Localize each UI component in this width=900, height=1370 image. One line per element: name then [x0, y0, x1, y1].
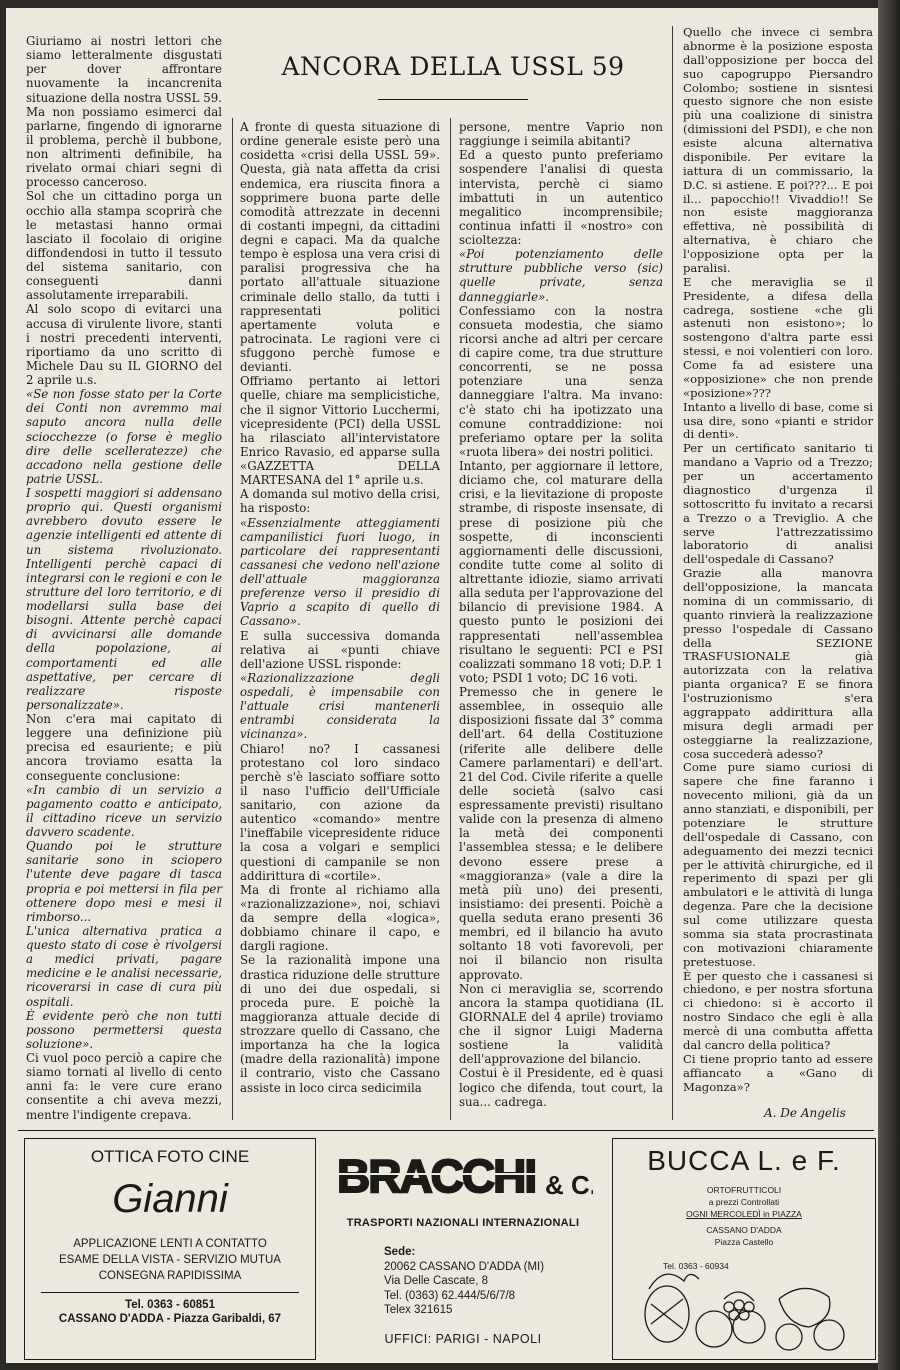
author-signature: A. De Angelis — [764, 1106, 846, 1120]
article-paragraph: Sol che un cittadino porga un occhio alla stampa scoprirà che le metastasi hanno ormai lasciato il focolaio di origine diffondendosi in tutto il tessuto del sistema sanitario, con conseguenti danni assolutamente irreparabili. — [26, 189, 222, 303]
article-paragraph: Intanto a livello di base, come si usa dire, sono «pianti e stridor di denti». — [683, 399, 873, 442]
article-paragraph: «In cambio di un servizio a pagamento coatto e anticipato, il cittadino riceve un servizio davvero scadente. — [26, 782, 222, 839]
article-paragraph: «Razionalizzazione degli ospedali, è impensabile con l'attuale crisi mantenerli entrambi considerata la vicinanza». — [240, 670, 440, 742]
article-paragraph: Intanto, per aggiornare il lettore, diciamo che, col maturare della crisi, e la lievitazione di proposte strambe, di risposte insensate, di prese di posizione più che sospette, di inconscienti aggiornamenti delle discussioni, condite tutte come al solito di altrettante idiozie, siamo arrivati alla seduta per l'approvazione del bilancio di previsione 1984. A questo punto le posizioni dei rappresentati nell'assemblea risultano le seguenti: PCI e PSI coalizzati sommano 18 voti; D.P. 1 voto; PSDI 1 voto; DC 16 voti. — [459, 459, 663, 685]
ad-ottica-line2: ESAME DELLA VISTA - SERVIZIO MUTUA — [59, 1254, 281, 1266]
ad-bracchi — [324, 1138, 602, 1358]
ad-bucca — [612, 1138, 876, 1360]
ad-bucca-line2: a prezzi Controllati — [708, 1197, 780, 1207]
article-paragraph: «Se non fosse stato per la Corte dei Conti non avremmo mai saputo ancora nulla delle sciocchezze (o forse è meglio dire delle scelleratezze) che accadono nella gestione delle patrie USSL. — [26, 387, 222, 486]
ad-bracchi-addr3: Tel. (0363) 62.444/5/6/7/8 — [384, 1289, 516, 1302]
ad-bracchi-addr4: Telex 321615 — [384, 1304, 453, 1316]
article-paragraph: Per un certificato sanitario ti mandano a Vaprio od a Trezzo; per un accertamento diagnostico d'urgenza il sottoscritto fu invitato a recarsi a Trezzo o a Treviglio. A che serve l'attrezzatissimo laboratorio di analisi dell'ospedale di Cassano? — [683, 441, 873, 567]
article-paragraph: Chiaro! no? I cassanesi protestano col loro sindaco perchè s'è lasciato soffiare sotto il naso l'ufficio dell'Ufficiale sanitario, con azione da autentico «comando» mentre l'ineffabile vicepresidente riduce la cosa a volgari e semplici questioni di campanile se non addirittura di «cortile». — [240, 741, 440, 883]
ad-ottica-name: Gianni — [112, 1177, 228, 1221]
newspaper-page — [6, 8, 878, 1363]
article-paragraph: E che meraviglia se il Presidente, a difesa della cadrega, sostiene «che gli astenuti non esistono»; lo sostengono d'altra parte essi stessi, e noi volentieri con loro. Come fa ad esistere una «opposizione» che non prende «posizione»??? — [683, 274, 873, 400]
fruit-basket-illustration — [629, 1259, 859, 1354]
article-paragraph: Quello che invece ci sembra abnorme è la posizione esposta dall'opposizione per bocca del suo capogruppo Piersandro Colombo; sostiene in sisntesi questo signore che non esiste più una coalizione di sinistra (dimissioni del PSDI), e che non esiste alcuna alternativa disponibile. Per evitare la iattura di un commissario, la D.C. si astiene. E poi???... E poi il... papocchio!! Vivaddio!! Se non esiste maggioranza effettiva, nè possibilità di alternativa, è chiaro che l'opposizione opta per la paralisi. — [683, 25, 873, 275]
headline-rule — [378, 99, 528, 100]
article-paragraph: Ci vuol poco perciò a capire che siamo tornati al livello di cento anni fa: le vere cure erano consentite a chi aveva mezzi, mentre l'indigente crepava. — [26, 1051, 222, 1122]
column-divider — [232, 118, 233, 1120]
peach-icon — [814, 1320, 844, 1350]
article-headline: ANCORA DELLA USSL 59 — [281, 52, 625, 81]
article-paragraph: L'unica alternativa pratica a questo stato di cose è rivolgersi a medici privati, pagare medicine e le analisi necessarie, ricoverarsi in case di cura più ospitali. — [26, 923, 222, 1009]
ad-bracchi-sede-label: Sede: — [384, 1246, 416, 1258]
ad-ottica-address: CASSANO D'ADDA - Piazza Garibaldi, 67 — [58, 1313, 282, 1325]
ad-bracchi-addr2: Via Delle Cascate, 8 — [384, 1275, 488, 1287]
ad-bracchi-subtitle: TRASPORTI NAZIONALI INTERNAZIONALI — [346, 1217, 580, 1229]
article-paragraph: Giuriamo ai nostri lettori che siamo letteralmente disgustati per dover affrontare nuovamente la incancrenita situazione della nostra USSL 59. Ma non possiamo esimerci dal parlarne, fingendo di ignorarne il problema, perchè il bubbone, non altrimenti definibile, ha rivelato ormai chiari segni di processo canceroso. — [26, 34, 222, 190]
ad-bucca-line4: CASSANO D'ADDA — [706, 1225, 782, 1235]
ad-bracchi-uffici: UFFICI: PARIGI - NAPOLI — [384, 1331, 542, 1346]
article-paragraph: «Essenzialmente atteggiamenti campanilistici fuori luogo, in particolare dei rappresentanti cassanesi che vedono nell'azione dell'attuale maggioranza preferenze verso il presidio di Vaprio a scapito di quello di Cassano». — [240, 515, 440, 629]
lemon-icon — [776, 1324, 802, 1350]
column-divider — [672, 26, 673, 1120]
pineapple-icon — [645, 1286, 689, 1342]
ad-bucca-line1: ORTOFRUTTICOLI — [706, 1185, 782, 1195]
article-paragraph: Ed a questo punto preferiamo sospendere l'analisi di questa intervista, perchè ci siamo imbattuti in un autentico megalitico incomprensibile; continua infatti il «nostro» con scioltezza: — [459, 148, 663, 247]
article-paragraph: I sospetti maggiori si addensano proprio qui. Questi organismi avrebbero dovuto essere le agenzie intelligenti ed attente di un sistema rivoluzionato. Intelligenti perchè capaci di integrarsi con le regioni e con le strutture del loro territorio, e di modellarsi sulla base dei bisogni. Attente perchè capaci di avvicinarsi alle domande della popolazione, ai comportamenti ed alle aspettative, per cercare di realizzare risposte personalizzate». — [26, 486, 222, 712]
ad-ottica-line3: CONSEGNA RAPIDISSIMA — [98, 1270, 242, 1282]
article-paragraph: Se la razionalità impone una drastica riduzione delle strutture di uno dei due ospedali, si proceda pure. E poichè la maggioranza attuale decide di strozzare quello di Cassano, che importanza ha che la logica (madre della razionalità) impone il contrario, visto che Cassano assiste in loco circa sedicimila — [240, 953, 440, 1095]
article-paragraph: Come pure siamo curiosi di sapere che fine faranno i novecento milioni, già da un anno stanziati, e disponibili, per potenziare le strutture dell'ospedale di Cassano, con adeguamento dei mezzi tecnici per le attività chirurgiche, ed il reperimento di spazi per gli ambulatori e le attività di lunga degenza. Pare che la decisione sul come utilizzare questa somma sia stata procrastinata con motivazioni chiaramente pretestuose. — [683, 760, 873, 969]
article-paragraph: È per questo che i cassanesi si chiedono, e per nostra sfortuna ci chiedono: si è accorto il nostro Sindaco che egli è alla mercè di una combutta affetta dal cancro della politica? — [683, 968, 873, 1052]
article-paragraph: Premesso che in genere le assemblee, in ossequio alle disposizioni fissate dal 3° comma dell'art. 64 della Costituzione (riferite alle delibere delle Camere parlamentari) e dell'art. 21 del Cod. Civile riferite a quelle delle società (salvo casi espressamente previsti) risultano valide con la presenza di almeno la metà dei componenti l'assemblea stessa; e le delibere devono essere prese a «maggioranza» (vale a dire la metà più uno) dei presenti, insistiamo: dei presenti. Poichè a quella seduta erano presenti 36 membri, ed il bilancio ha avuto soltanto 18 voti favorevoli, per noi il bilancio non risulta approvato. — [459, 685, 663, 982]
article-column-2 — [240, 120, 440, 1095]
article-paragraph: Confessiamo con la nostra consueta modestia, che siamo ricorsi anche ad altri per cercare di capire come, tra due strutture concorrenti, se ne possa potenziare una senza danneggiare l'altra. Ma invano: c'è stato chi ha ipotizzato una comune contraddizione: noi preferiamo optare per la solita «ruota libera» dei nostri politici. — [459, 303, 663, 459]
bracchi-logo-text: BRACCHI — [337, 1150, 536, 1202]
ad-ottica-header: OTTICA FOTO CINE — [90, 1147, 250, 1166]
article-paragraph: A fronte di questa situazione di ordine generale esiste però una cosidetta «crisi della USSL 59». Questa, già nata affetta da crisi endemica, era riuscita finora a sopprimere buona parte delle comodità attrezzate in decenni di costanti impegni, da cittadini degni e capaci. Ma da qualche tempo è esplosa una vera crisi di paralisi progressiva che ha portato all'attuale situazione criminale dello stallo, da tutti i rappresentati politici apertamente voluta e patrocinata. Le ragioni vere ci sfuggono perchè fumose e devianti. — [240, 120, 440, 375]
article-column-1 — [26, 34, 222, 1122]
article-paragraph: A domanda sul motivo della crisi, ha risposto: — [240, 487, 440, 516]
bracchi-logo-suffix: & C. — [545, 1170, 593, 1200]
article-paragraph: Grazie alla manovra dell'opposizione, la mancata nomina di un commissario, di quanto rinvierà la realizzazione presso l'ospedale di Cassano della SEZIONE TRASFUSIONALE già autorizzata con la relativa pianta organica? E se finora l'ostruzionismo s'era aggrappato addirittura alla misura degli armadi per osteggiarne la realizzazione, cosa succederà adesso? — [683, 566, 873, 761]
article-paragraph: Ma di fronte al richiamo alla «razionalizzazione», noi, schiavi da sempre della «logica», dobbiamo chinare il capo, e dargli ragione. — [240, 882, 440, 954]
bracchi-logo — [333, 1144, 593, 1204]
ad-bucca-phone: Tel. 0363 - 60934 — [663, 1261, 729, 1271]
article-paragraph: Costui è il Presidente, ed è quasi logico che difenda, tout court, la sua... cadrega. — [459, 1066, 663, 1109]
article-paragraph: persone, mentre Vaprio non raggiunge i seimila abitanti? — [459, 120, 663, 149]
ad-bracchi-addr1: 20062 CASSANO D'ADDA (MI) — [384, 1260, 545, 1273]
article-paragraph: E sulla successiva domanda relativa ai «punti chiave dell'azione USSL risponde: — [240, 628, 440, 671]
article-paragraph: Non c'era mai capitato di leggere una definizione più precisa ed esauriente; e più ancora troviamo esatta la conseguente conclusione: — [26, 712, 222, 783]
article-paragraph: Quando poi le strutture sanitarie sono in sciopero l'utente deve pagare di tasca propria e poi mettersi in fila per ottenere dopo mesi e mesi il rimborso... — [26, 839, 222, 924]
ad-ottica-phone: Tel. 0363 - 60851 — [125, 1299, 215, 1311]
page-edge-shadow — [878, 0, 900, 1370]
ad-ottica-gianni — [24, 1138, 316, 1360]
article-column-4 — [683, 26, 873, 1094]
ad-ottica-line1: APPLICAZIONE LENTI A CONTATTO — [73, 1238, 267, 1250]
ad-bucca-line3: OGNI MERCOLEDÌ in PIAZZA — [686, 1209, 802, 1219]
article-paragraph: Non ci meraviglia se, scorrendo ancora la stampa quotidiana (IL GIORNALE del 4 aprile) troviamo che il signor Luigi Maderna sostiene la validità dell'approvazione del bilancio. — [459, 981, 663, 1067]
article-paragraph: Ci tiene proprio tanto ad essere affiancato a «Gano di Magonza»? — [683, 1051, 873, 1094]
ad-bucca-line5: Piazza Castello — [714, 1237, 774, 1247]
ad-bucca-name: BUCCA L. e F. — [647, 1145, 841, 1176]
orange-icon — [696, 1311, 732, 1347]
column-divider — [450, 118, 451, 1120]
ad-bracchi-address — [384, 1245, 602, 1318]
article-paragraph: «Poi potenziamento delle strutture pubbliche verso (sic) quelle private, senza danneggiarle». — [459, 247, 663, 304]
article-paragraph: Al solo scopo di evitarci una accusa di virulente livore, stanti i nostri precedenti interventi, riportiamo da uno scritto di Michele Dau su IL GIORNO del 2 aprile u.s. — [26, 302, 222, 387]
ad-ottica-rule — [41, 1292, 299, 1293]
article-paragraph: È evidente però che non tutti possono permettersi questa soluzione». — [26, 1008, 222, 1051]
article-paragraph: Offriamo pertanto ai lettori quelle, chiare ma semplicistiche, che il signor Vittorio Lucchermi, vicepresidente (PCI) della USSL ha rilasciato all'intervistatore Enrico Ravasio, ed apparse sulla «GAZZETTA DELLA MARTESANA del 1° aprile u.s. — [240, 374, 440, 488]
article-column-3 — [459, 120, 663, 1109]
ads-divider — [18, 1130, 874, 1131]
